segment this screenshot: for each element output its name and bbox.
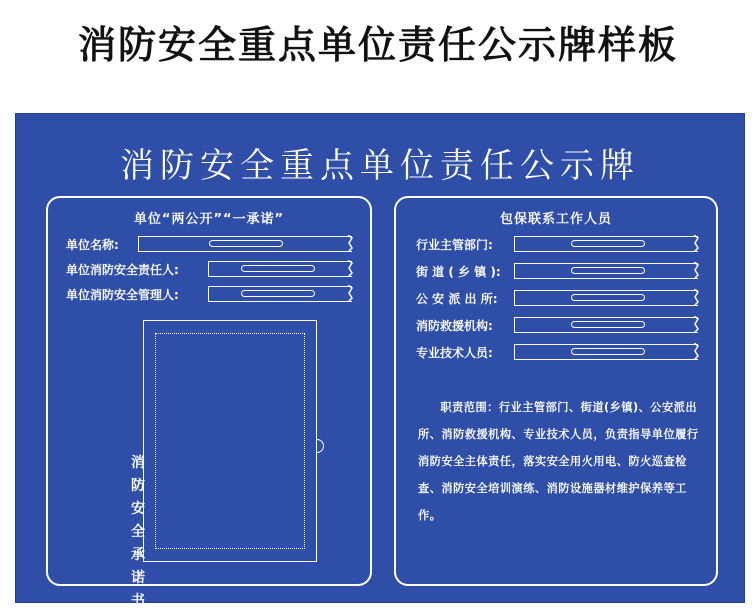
field-pill bbox=[571, 321, 645, 328]
field-label-industry-dept: 行业主管部门: bbox=[416, 238, 493, 252]
field-box-technical-staff bbox=[514, 344, 698, 360]
right-panel-heading: 包保联系工作人员 bbox=[499, 212, 612, 227]
field-notch-icon bbox=[348, 260, 354, 277]
field-box-industry-dept bbox=[514, 236, 698, 252]
pledge-tab-icon bbox=[310, 439, 324, 453]
field-label-safety-manager: 单位消防安全管理人: bbox=[66, 288, 179, 302]
field-pill bbox=[571, 267, 645, 274]
field-pill bbox=[209, 240, 283, 247]
duties-paragraph: 职责范围：行业主管部门、街道(乡镇)、公安派出所、消防救援机构、专业技术人员，负责指导单位履行消防安全主体责任，落实安全用火用电、防火巡查检查、消防安全培训演练、消防设施器材维护保养等工作。 bbox=[418, 401, 699, 522]
field-label-fire-rescue: 消防救援机构: bbox=[416, 319, 493, 333]
field-box-police-station bbox=[514, 290, 698, 306]
left-panel bbox=[46, 196, 372, 609]
right-panel bbox=[394, 196, 718, 586]
field-box-safety-responsible bbox=[208, 261, 352, 277]
field-notch-icon bbox=[694, 343, 700, 360]
notice-board bbox=[15, 113, 745, 609]
field-label-unit-name: 单位名称: bbox=[66, 238, 119, 252]
field-label-technical-staff: 专业技术人员: bbox=[416, 346, 493, 360]
field-label-safety-responsible: 单位消防安全责任人: bbox=[66, 263, 179, 277]
pledge-frame bbox=[143, 320, 317, 562]
field-notch-icon bbox=[694, 289, 700, 306]
field-box-street bbox=[514, 263, 698, 279]
field-box-fire-rescue bbox=[514, 317, 698, 333]
field-notch-icon bbox=[348, 285, 354, 302]
field-box-unit-name bbox=[138, 236, 352, 252]
field-notch-icon bbox=[694, 262, 700, 279]
pledge-inner-frame bbox=[155, 333, 305, 549]
field-box-safety-manager bbox=[208, 286, 352, 302]
field-pill bbox=[241, 265, 315, 272]
field-notch-icon bbox=[694, 316, 700, 333]
field-label-police-station: 公 安 派 出 所: bbox=[416, 292, 498, 306]
board-title: 消防安全重点单位责任公示牌 bbox=[120, 146, 640, 186]
left-panel-heading: 单位“两公开”“一承诺” bbox=[133, 212, 285, 227]
field-pill bbox=[571, 240, 645, 247]
field-pill bbox=[571, 294, 645, 301]
field-pill bbox=[571, 348, 645, 355]
field-notch-icon bbox=[694, 235, 700, 252]
page-title: 消防安全重点单位责任公示牌样板 bbox=[77, 22, 678, 67]
field-label-street: 街 道 ( 乡 镇 ): bbox=[416, 265, 501, 279]
field-pill bbox=[241, 290, 315, 297]
field-notch-icon bbox=[348, 235, 354, 252]
pledge-vertical-label: 消防安全承诺书 bbox=[131, 455, 145, 609]
